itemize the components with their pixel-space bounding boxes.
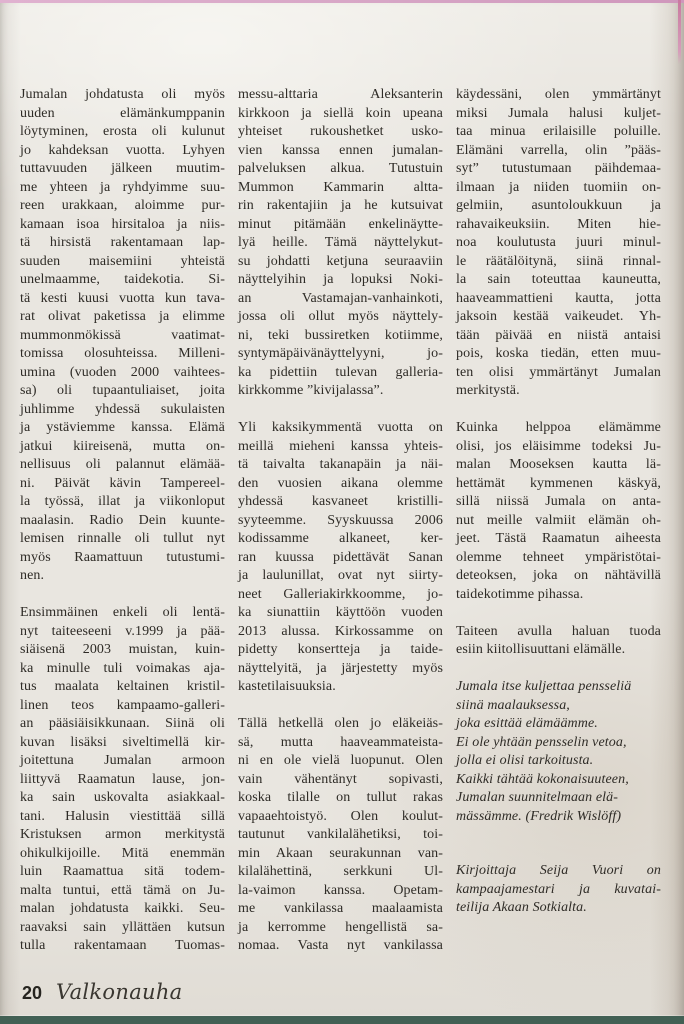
page-number: 20: [22, 983, 43, 1003]
text-line: nen.: [20, 568, 45, 583]
paragraph: [20, 86, 225, 586]
text-line: an Vastamajan-vanhainkoti,: [238, 290, 443, 306]
text-line: jeet. Tästä Raamatun aiheesta: [456, 531, 661, 546]
text-line: ja laulunillat, ovat nyt siirty-: [238, 568, 443, 583]
text-line: kampaajamestari ja kuvatai-: [456, 881, 661, 897]
text-line: pois, koska tiedän, etten muu-: [456, 346, 661, 361]
text-line: taa minua erilaisille poluille.: [456, 124, 661, 139]
text-column-2: [238, 86, 443, 956]
text-line: tuttavuuden jälkeen muutim-: [20, 161, 225, 176]
text-line: myös Raamattuun tutustumi-: [20, 549, 225, 565]
text-line: umina (vuoden 2000 vaihtees-: [20, 364, 225, 380]
page-footer: [22, 980, 183, 1004]
text-line: ohikulkijoille. Mitä enemmän: [20, 845, 225, 861]
text-line: jossa oli ollut myös näyttely-: [238, 309, 443, 324]
text-line: tomissa olosuhteissa. Milleni-: [20, 346, 225, 361]
text-line: teilija Akaan Sotkialta.: [456, 900, 587, 915]
text-line: tä hirsistä rakentamaan lap-: [20, 235, 225, 250]
text-line: luin Raamattua sitä todem-: [20, 864, 225, 879]
text-line: ka pidettiin tulevan galleria-: [238, 364, 443, 380]
bottom-color-bar: [0, 1016, 684, 1024]
text-line: kuvan lisäksi siveltimellä kir-: [20, 734, 225, 750]
page-edge-mark: [678, 0, 681, 64]
text-line: ran kuussa pidettävät Sanan: [238, 549, 443, 565]
text-line: koska tilalle on tullut rakas: [238, 790, 443, 805]
text-line: ja kerromme hengellistä sa-: [238, 919, 443, 935]
text-line: den vuosien aikana olemme: [238, 475, 443, 491]
text-line: messu-alttaria Aleksanterin: [238, 87, 443, 102]
paragraph-quote: [456, 678, 661, 826]
text-line: malta tuntui, että tämä on Ju-: [20, 882, 225, 898]
text-line: yhdessä kasvaneet kristilli-: [238, 494, 443, 509]
text-line: olemme tehneet ympäristötai-: [456, 549, 661, 565]
article-body: [20, 86, 661, 956]
text-line: ten olisi ymmärtänyt Jumalan: [456, 364, 661, 380]
text-line: Jumalan suunnitelmaan elä-: [456, 790, 619, 805]
text-line: suuden maisemiini yhteistä: [20, 253, 225, 269]
text-line: siäisenä 2003 muistan, kuin-: [20, 642, 225, 657]
text-line: sillä niissä Jumala on anta-: [456, 494, 661, 509]
text-line: löytyminen, erosta oli kulunut: [20, 124, 225, 139]
text-line: mässämme. (Fredrik Wislöff): [456, 808, 622, 824]
text-line: kilalähettinä, serkkuni Ul-: [238, 864, 443, 879]
text-line: Ensimmäinen enkeli oli lentä-: [20, 605, 225, 620]
text-line: Kuinka helppoa elämämme: [456, 420, 661, 435]
text-line: miksi Jumala halusi kuljet-: [456, 105, 661, 121]
text-line: le räätälöitynä, siinä rinnal-: [456, 253, 661, 269]
text-line: näyttelyitä, ja järjestetty myös: [238, 660, 443, 676]
text-line: an pääsiäisikkunaan. Siinä oli: [20, 716, 225, 731]
text-line: joitettuna Jumalan armoon: [20, 753, 225, 768]
text-line: meillä mieheni kanssa yhteis-: [238, 438, 443, 454]
text-line: neet Galleriakirkkoomme, jo-: [238, 586, 443, 602]
text-line: la-vaimon kanssa. Opetam-: [238, 882, 443, 898]
text-line: la työssä, illat ja viikonloput: [20, 494, 225, 509]
text-line: nyt taiteeseeni v.1999 ja pää-: [20, 623, 225, 639]
text-line: minut pitämään enkelinäytte-: [238, 216, 443, 232]
text-line: ja ystäviemme kanssa. Elämä: [20, 420, 225, 435]
text-line: me yhteen ja ryhdyimme suu-: [20, 179, 225, 195]
text-line: juhlimme yhdessä sukulaisten: [20, 401, 225, 417]
paragraph: [20, 604, 225, 956]
text-line: su johdatti ketjuna seuraaviin: [238, 253, 443, 269]
text-line: Kristuksen armon merkitystä: [20, 827, 225, 842]
text-line: 2013 alussa. Kirkossamme on: [238, 623, 443, 639]
text-line: tani. Halusin viestittää sillä: [20, 808, 225, 824]
text-line: malan johdatusta kaikki. Seu-: [20, 901, 225, 916]
text-line: ilmaan ja niiden tuomiin on-: [456, 179, 661, 195]
text-column-1: [20, 86, 225, 956]
text-line: Tällä hetkellä olen jo eläkeiäs-: [238, 716, 443, 731]
text-line: Ei ole yhtään pensselin vetoa,: [456, 734, 627, 750]
text-line: pidetty konsertteja ja taide-: [238, 642, 443, 657]
magazine-name: Valkonauha: [56, 980, 183, 1004]
text-line: palveluksen alkua. Tutustuin: [238, 161, 443, 176]
text-line: noa koulutusta juuri minul-: [456, 235, 661, 250]
text-line: syyteemme. Syyskuussa 2006: [238, 512, 443, 528]
text-line: tulla rakentamaan Tuomas-: [20, 938, 225, 953]
text-line: malan Mooseksen kautta lä-: [456, 457, 661, 472]
text-line: Yli kaksikymmentä vuotta on: [238, 420, 443, 435]
text-line: esiin kiitollisuuttani elämälle.: [456, 642, 626, 657]
text-line: ka minulle tuli voimakas aja-: [20, 660, 225, 676]
text-line: tään päivää en niistä antaisi: [456, 327, 661, 343]
text-line: kirkkoon ja siellä koin upeana: [238, 105, 443, 121]
text-line: tä kesti kuusi vuotta kun tava-: [20, 290, 225, 306]
text-line: Jumala itse kuljettaa pensseliä: [456, 679, 632, 694]
text-line: lemisen rinnalle oli tullut nyt: [20, 531, 225, 546]
text-line: liittyvä Raamatun lause, jon-: [20, 771, 225, 787]
text-line: kirkkomme ”kivijalassa”.: [238, 383, 384, 398]
text-line: gelmiin, asuntoloukkuun ja: [456, 198, 661, 213]
text-line: ni. Päivät kävin Tampereel-: [20, 475, 225, 491]
text-line: ni, teki bussiretken kotiimme,: [238, 327, 443, 343]
text-line: syt” tutustumaan päihdemaa-: [456, 161, 661, 176]
text-line: rat olivat paketissa ja elimme: [20, 309, 225, 324]
text-line: jaksoin kestää vaikeudet. Yh-: [456, 309, 661, 324]
text-line: min Akaan seurakunnan van-: [238, 845, 443, 861]
text-line: Mummon Kammarin altta-: [238, 179, 443, 195]
text-line: maalasin. Radio Dein kuunte-: [20, 512, 225, 528]
text-line: mummonmökissä vaatimat-: [20, 327, 225, 343]
text-column-3: [456, 86, 661, 956]
text-line: unelmaamme, taidekotia. Si-: [20, 272, 225, 287]
text-line: vien kanssa ennen jumalan-: [238, 142, 443, 158]
text-line: raavaksi sain yllättäen kutsun: [20, 919, 225, 935]
text-line: la sain toteuttaa kauneutta,: [456, 272, 661, 287]
text-line: yhteiset rukoushetket usko-: [238, 124, 443, 139]
text-line: ni en ole vielä luopunut. Olen: [238, 753, 443, 768]
text-line: kamaan isoa hirsitaloa ja niis-: [20, 216, 225, 232]
text-line: tautunut vankilalähetiksi, toi-: [238, 827, 443, 842]
text-line: jo kahdeksan vuotta. Lyhyen: [20, 142, 225, 158]
text-line: rin rakentajiin ja he kutsuivat: [238, 198, 443, 213]
text-line: vapaaehtoistyö. Olen koulut-: [238, 808, 443, 824]
text-line: nellisuus oli palannut elämää-: [20, 457, 225, 472]
text-line: deteoksen, joka on nähtävillä: [456, 568, 661, 583]
paragraph: [238, 86, 443, 401]
paragraph: [456, 419, 661, 604]
text-line: Jumalan johdatusta oli myös: [20, 87, 225, 102]
text-line: haaveammattieni kautta, jotta: [456, 290, 661, 306]
text-line: näyttelyihin ja lopuksi Noki-: [238, 272, 443, 287]
text-line: jolla ei olisi tarkoitusta.: [456, 753, 594, 768]
text-line: reen urakkaan, aloimme pur-: [20, 198, 225, 213]
text-line: Taiteen avulla haluan tuoda: [456, 623, 661, 639]
text-line: me vankilassa maalaamista: [238, 901, 443, 916]
text-line: nomaa. Vasta nyt vankilassa: [238, 938, 443, 953]
text-line: kastetilaisuuksia.: [238, 679, 336, 694]
text-line: hettämät kymmenen käskyä,: [456, 475, 661, 491]
text-line: jatkui kiireisenä, mutta on-: [20, 438, 225, 454]
text-line: ka siunattiin käyttöön vuoden: [238, 605, 443, 620]
paragraph: [456, 623, 661, 660]
paragraph-author: [456, 862, 661, 918]
paragraph: [238, 419, 443, 697]
text-line: Kirjoittaja Seija Vuori on: [456, 863, 661, 878]
text-line: lyä heille. Tämä näyttelykut-: [238, 235, 443, 250]
paragraph: [456, 86, 661, 401]
text-line: siinä maalauksessa,: [456, 697, 570, 713]
text-line: käydessäni, olen ymmärtänyt: [456, 87, 661, 102]
text-line: olisi, jos eläisimme todeksi Ju-: [456, 438, 661, 454]
text-line: kodissamme alkaneet, ker-: [238, 531, 443, 546]
paragraph: [238, 715, 443, 956]
text-line: joka esittää elämäämme.: [456, 716, 598, 731]
text-line: Elämäni varrella, olin ”pääs-: [456, 142, 661, 158]
text-line: uuden elämänkumppanin: [20, 105, 225, 121]
page-top-edge: [0, 0, 684, 3]
text-line: merkitystä.: [456, 383, 520, 398]
text-line: linen teos kampaamo-galleri-: [20, 697, 225, 713]
text-line: vain vähentänyt sopivasti,: [238, 771, 443, 787]
text-line: sä, mutta haaveammateista-: [238, 734, 443, 750]
text-line: rahavaikeuksiin. Miten hie-: [456, 216, 661, 232]
text-line: sa) oli tupaantuliaiset, joita: [20, 383, 225, 398]
text-line: ka sain uskovalta asiakkaal-: [20, 790, 225, 805]
text-line: tä taivalta takanapäin ja näi-: [238, 457, 443, 472]
text-line: nut meille valmiit elämän oh-: [456, 512, 661, 528]
text-line: taidekotimme pihassa.: [456, 586, 584, 602]
text-line: tus maalata keltainen kristil-: [20, 679, 225, 694]
text-line: syntymäpäivänäyttelyyni, jo-: [238, 346, 443, 361]
text-line: Kaikki tähtää kokonaisuuteen,: [456, 771, 629, 787]
